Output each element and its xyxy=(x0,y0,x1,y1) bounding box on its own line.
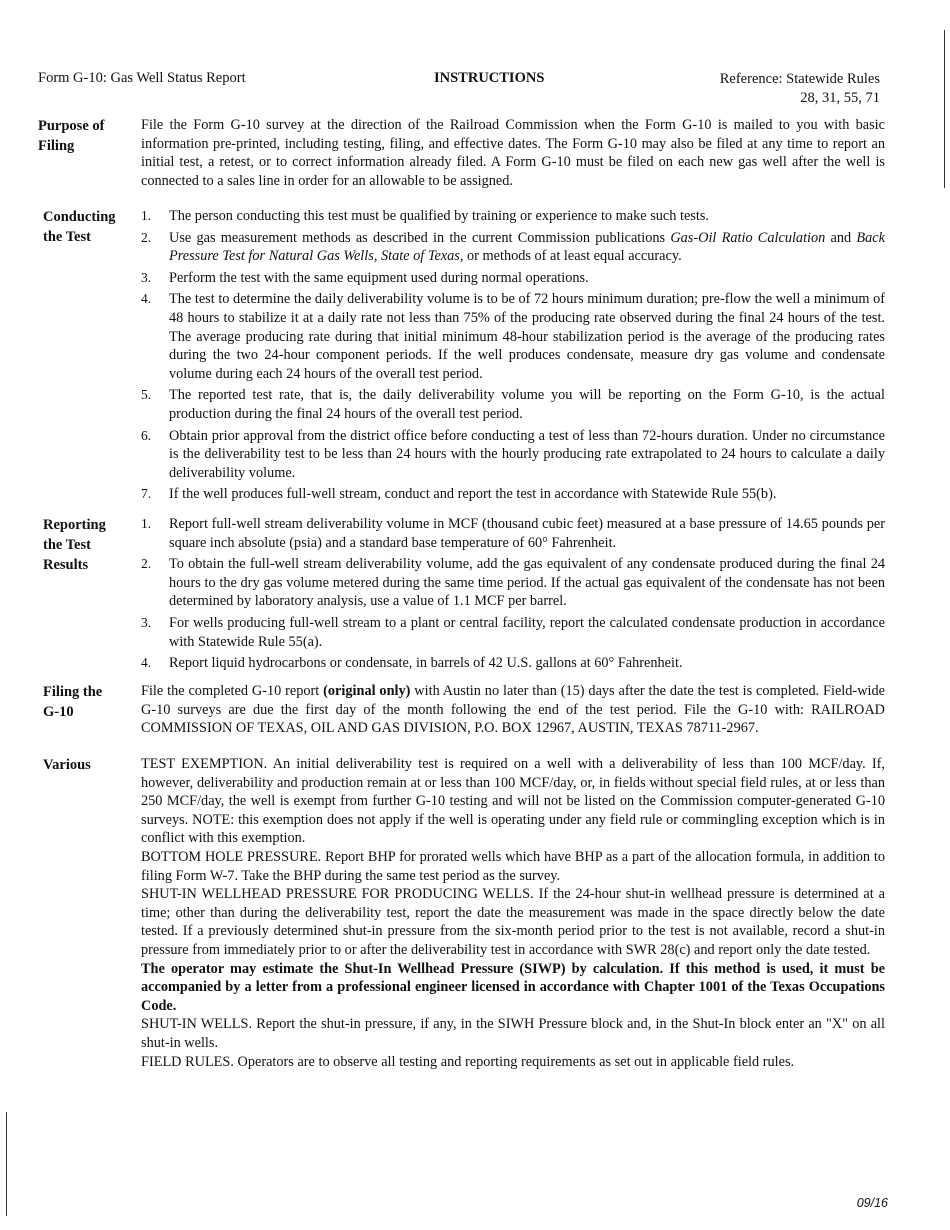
original-only-emphasis: (original only) xyxy=(323,683,411,699)
list-text: Obtain prior approval from the district office before conducting a test of less than 72-hours duration. Under no circumstance is the deliverability test to be less than 24 hours with the hourly producing rate extrapolated to 24 hours to calculate a daily deliverability volume. xyxy=(169,427,885,481)
list-item xyxy=(141,485,885,504)
shut-in-wells-paragraph: SHUT-IN WELLS. Report the shut-in pressure, if any, in the SIWH Pressure block and, in the Shut-In block enter an "X" on all shut-in wells. xyxy=(141,1016,885,1051)
publication-title: Gas-Oil Ratio Calculation xyxy=(670,229,826,246)
list-number: 5. xyxy=(141,387,152,403)
list-text: The test to determine the daily deliverability volume is to be of 72 hours minimum duration; pre-flow the well a minimum of 48 hours to stabilize it at a daily rate not less than 75% of the producing rate observed during the final 24 hours of the test. The average producing rate during that initial minimum 48-hour stabilization period is the average of the producing rates during the two 24-hour component periods. If the well produces condensate, measure dry gas volume and condensate volume during each 24 hours of the overall test period. xyxy=(169,291,885,382)
form-title: Form G-10: Gas Well Status Report xyxy=(38,70,246,86)
list-number: 4. xyxy=(141,291,152,307)
list-text: If the well produces full-well stream, conduct and report the test in accordance with Statewide Rule 55(b). xyxy=(169,486,777,503)
list-number: 4. xyxy=(141,655,152,671)
list-number: 2. xyxy=(141,229,152,245)
publication-title: Back Pressure Test for Natural Gas Wells, State of Texas, xyxy=(169,229,885,265)
section-reporting xyxy=(38,515,885,672)
bottom-hole-paragraph: BOTTOM HOLE PRESSURE. Report BHP for prorated wells which have BHP as a part of the allocation formula, in addition to filing Form W-7. Take the BHP during the same test period as the survey. xyxy=(141,848,885,884)
list-text: To obtain the full-well stream deliverability volume, add the gas equivalent of any condensate produced during the final 24 hours to the dry gas volume metered during the same time period. If the actual gas equivalent of the condensate has not been determined by laboratory analysis, use a value of 1.1 MCF per barrel. xyxy=(169,556,885,610)
field-rules-paragraph: FIELD RULES. Operators are to observe all testing and reporting requirements as set out in applicable field rules. xyxy=(141,1053,795,1070)
list-item xyxy=(141,207,885,226)
list-number: 1. xyxy=(141,208,152,223)
list-item xyxy=(141,386,885,423)
list-item xyxy=(141,269,885,288)
section-body-various xyxy=(141,755,885,1071)
list-number: 3. xyxy=(141,269,152,285)
list-text: For wells producing full-well stream to a plant or central facility, report the calculated condensate production in accordance with Statewide Rule 55(a). xyxy=(169,614,885,650)
list-number: 2. xyxy=(141,556,152,572)
instructions-heading: INSTRUCTIONS xyxy=(434,70,545,86)
reference-block xyxy=(720,70,880,108)
list-text: Perform the test with the same equipment used during normal operations. xyxy=(169,269,589,286)
section-label-conducting: Conducting the Test xyxy=(43,209,116,245)
list-text: Report full-well stream deliverability volume in MCF (thousand cubic feet) measured at a base pressure of 14.65 pounds per square inch absolute (psia) and a standard base temperature of 60° Fahrenheit. xyxy=(169,516,885,551)
section-label-reporting: Reporting the Test Results xyxy=(43,517,106,573)
purpose-text: File the Form G-10 survey at the direction of the Railroad Commission when the Form G-10 is mailed to you with basic information pre-printed, including testing, filing, and effective dates. The Form G-10 may also be filed at any time to report an initial test, a retest, or to correct information already filed. A Form G-10 must be filed on each new gas well after the well is connected to a sales line in order for an allowable to be assigned. xyxy=(141,117,885,189)
list-item xyxy=(141,515,885,552)
list-item xyxy=(141,555,885,611)
reference-line-2: 28, 31, 55, 71 xyxy=(800,90,880,106)
right-edge-line xyxy=(944,30,945,188)
reporting-list xyxy=(141,515,885,673)
operator-note-paragraph: The operator may estimate the Shut-In Wellhead Pressure (SIWP) by calculation. If this method is used, it must be accompanied by a letter from a professional engineer licensed in accordance with Chapter 1001 of the Texas Occupations Code. xyxy=(141,960,885,1014)
section-various xyxy=(38,755,885,1115)
list-text: Use gas measurement methods as described in the current Commission publications xyxy=(169,229,671,246)
list-text: The reported test rate, that is, the daily deliverability volume you will be reporting on the Form G-10, is the actual production during the final 24 hours of the overall test period. xyxy=(169,387,885,422)
list-text: or methods of at least equal accuracy. xyxy=(463,248,682,265)
section-label-various: Various xyxy=(43,757,91,773)
section-label-filing: Filing the G-10 xyxy=(43,684,103,720)
page-header xyxy=(38,70,880,110)
list-text: The person conducting this test must be qualified by training or experience to make such tests. xyxy=(169,208,709,224)
list-number: 1. xyxy=(141,516,152,531)
section-conducting xyxy=(38,207,885,503)
list-number: 3. xyxy=(141,614,152,630)
list-number: 6. xyxy=(141,427,152,443)
list-item xyxy=(141,290,885,383)
section-body-purpose xyxy=(141,116,885,190)
filing-text-part: with Austin no later than (15) days after the date the test is completed. Field-wide G-10 surveys are due the first day of the month following the end of the test period. File the G-10 with: RAILROAD COMMISSION OF TEXAS, OIL AND GAS DIVISION, P.O. BOX 12967, AUSTIN, TEXAS 78711-2967. xyxy=(141,683,885,737)
filing-text-part: File the completed G-10 report xyxy=(141,683,324,699)
revision-date: 09/16 xyxy=(856,1196,888,1210)
section-body-reporting xyxy=(141,515,885,676)
list-item xyxy=(141,654,885,673)
test-exemption-paragraph: TEST EXEMPTION. An initial deliverability test is required on a well with a deliverability of less than 100 MCF/day. If, however, deliverability and production remain at or less than 100 MCF/day, or, in fields without special field rules, at or less than 250 MCF/day, the well is exempt from further G-10 testing and will not be listed on the Commission computer-generated G-10 surveys. NOTE: this exemption does not apply if the well is operating under any field rule or commingling exception which is in conflict with this exemption. xyxy=(141,756,885,847)
list-item xyxy=(141,614,885,651)
list-item xyxy=(141,427,885,483)
section-label-purpose: Purpose of Filing xyxy=(38,118,105,154)
list-item xyxy=(141,229,885,266)
section-body-conducting xyxy=(141,207,885,507)
list-text: and xyxy=(825,229,857,246)
shut-in-wellhead-paragraph: SHUT-IN WELLHEAD PRESSURE FOR PRODUCING WELLS. If the 24-hour shut-in wellhead pressure is determined at a time; other than during the deliverability test, report the date the measurement was made in the space directly below the date tested. If a previously determined shut-in pressure from the six-month period prior to the test is not available, record a shut-in pressure from immediately prior to or after the deliverability test in accordance with SWR 28(c) and report only the date tested. xyxy=(141,886,885,958)
filing-text xyxy=(141,682,885,738)
section-purpose xyxy=(38,116,885,192)
left-edge-line xyxy=(6,1112,7,1216)
reference-line-1: Reference: Statewide Rules xyxy=(719,71,880,87)
section-filing xyxy=(38,682,885,740)
section-body-filing xyxy=(141,682,885,738)
list-number: 7. xyxy=(141,486,152,502)
list-text: Report liquid hydrocarbons or condensate, in barrels of 42 U.S. gallons at 60° Fahrenheit. xyxy=(169,655,683,672)
conducting-list xyxy=(141,207,885,504)
